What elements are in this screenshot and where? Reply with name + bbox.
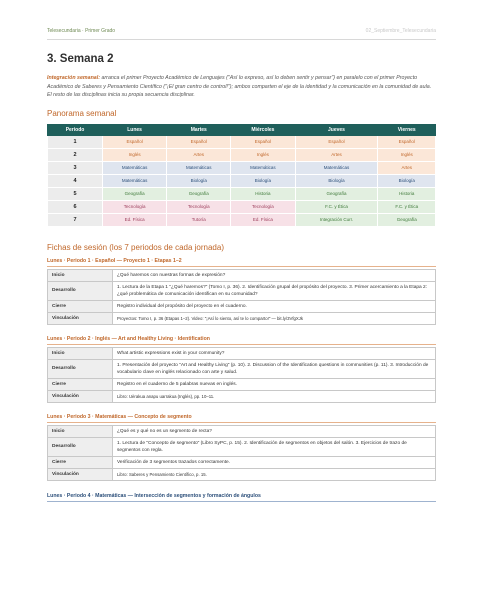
session-row-value: Registro individual del propósito del proyecto en el cuaderno.: [113, 300, 436, 312]
schedule-cell: Matemáticas: [295, 161, 378, 174]
session-row-label: Cierre: [48, 300, 113, 312]
schedule-column-header: Jueves: [295, 124, 378, 135]
period-number: 4: [48, 174, 103, 187]
session-row: [48, 269, 436, 281]
schedule-cell: Inglés: [378, 148, 436, 161]
weekly-schedule-table: [47, 124, 436, 227]
schedule-cell: Tecnología: [167, 200, 231, 213]
session-row-value: Verificación de 3 segmentos trazados correctamente.: [113, 456, 436, 468]
session-table: [47, 347, 436, 403]
schedule-column-header: Lunes: [103, 124, 167, 135]
session-row: [48, 359, 436, 378]
session-row-label: Vinculación: [48, 390, 113, 402]
schedule-cell: Español: [231, 135, 295, 148]
schedule-cell: Ed. Física: [103, 213, 167, 226]
session-row-value: Libro: Saberes y Pensamiento Científico, p. 15.: [113, 468, 436, 480]
schedule-cell: F.C. y Ética: [378, 200, 436, 213]
schedule-cell: Geografía: [167, 187, 231, 200]
period-number: 7: [48, 213, 103, 226]
schedule-cell: Matemáticas: [231, 161, 295, 174]
schedule-row: [48, 213, 436, 226]
schedule-cell: Artes: [378, 161, 436, 174]
session-row-label: Vinculación: [48, 468, 113, 480]
session-row: [48, 456, 436, 468]
schedule-column-header: Viernes: [378, 124, 436, 135]
schedule-cell: Tecnología: [103, 200, 167, 213]
session-row-label: Inicio: [48, 269, 113, 281]
schedule-cell: Historia: [231, 187, 295, 200]
schedule-column-header: Martes: [167, 124, 231, 135]
session-row: [48, 312, 436, 324]
session-row-value: ¿Qué haremos con nuestras formas de expresión?: [113, 269, 436, 281]
schedule-cell: Español: [167, 135, 231, 148]
session-row: [48, 468, 436, 480]
session-row-value: 1. Presentación del proyecto "Art and Healthy Living" (p. 10). 2. Discussion of the Identification questions in communities (p. 11). 3. Introducción de vocabulario clave en inglés relacionado con arte y salud.: [113, 359, 436, 378]
schedule-cell: Ed. Física: [231, 213, 295, 226]
session-row-label: Cierre: [48, 378, 113, 390]
schedule-cell: Artes: [167, 148, 231, 161]
running-header-right: 02_Septiembre_Telesecundaria: [365, 28, 436, 34]
period-number: 2: [48, 148, 103, 161]
session-row-label: Cierre: [48, 456, 113, 468]
schedule-cell: Matemáticas: [103, 161, 167, 174]
session-row-label: Inicio: [48, 425, 113, 437]
schedule-header-row: [48, 124, 436, 135]
period-number: 1: [48, 135, 103, 148]
schedule-cell: Geografía: [378, 213, 436, 226]
schedule-column-header: Miércoles: [231, 124, 295, 135]
session-row-value: Registro en el cuaderno de 5 palabras nuevas en inglés.: [113, 378, 436, 390]
intro-lead: Integración semanal:: [47, 75, 100, 81]
session-row: [48, 300, 436, 312]
period-number: 6: [48, 200, 103, 213]
session-row-label: Vinculación: [48, 312, 113, 324]
schedule-cell: Tecnología: [231, 200, 295, 213]
schedule-cell: Matemáticas: [167, 161, 231, 174]
schedule-cell: Integración Curr.: [295, 213, 378, 226]
panorama-heading: Panorama semanal: [47, 108, 117, 118]
fichas-heading: Fichas de sesión (los 7 periodos de cada jornada): [47, 242, 224, 252]
schedule-cell: Tutoría: [167, 213, 231, 226]
intro-paragraph: [47, 74, 436, 100]
session-title: Lunes · Periodo 1 · Español — Proyecto 1 · Etapas 1–2: [47, 256, 436, 267]
schedule-cell: F.C. y Ética: [295, 200, 378, 213]
schedule-cell: Biología: [378, 174, 436, 187]
session-row-label: Desarrollo: [48, 359, 113, 378]
session-table: [47, 425, 436, 481]
session-row-value: Proyectos: Tomo I, p. 36 (Etapas 1–2). Video: "¡Así lo siento, así te lo comparto!" — bit.ly/3VfgXJk: [113, 312, 436, 324]
session-row-value: Libro: Uèrakua anapu uarrakua (Inglés), pp. 10–11.: [113, 390, 436, 402]
schedule-row: [48, 161, 436, 174]
session-title: Lunes · Periodo 4 · Matemáticas — Intersección de segmentos y formación de ángulos: [47, 491, 436, 502]
schedule-cell: Historia: [378, 187, 436, 200]
session-row: [48, 378, 436, 390]
schedule-cell: Artes: [295, 148, 378, 161]
schedule-row: [48, 135, 436, 148]
session-row: [48, 425, 436, 437]
page-title: 3. Semana 2: [47, 53, 114, 65]
schedule-body: [48, 135, 436, 226]
schedule-row: [48, 187, 436, 200]
schedule-cell: Biología: [167, 174, 231, 187]
schedule-cell: Español: [378, 135, 436, 148]
schedule-cell: Inglés: [231, 148, 295, 161]
session-row: [48, 437, 436, 456]
session-row-value: ¿Qué es y qué no es un segmento de recta?: [113, 425, 436, 437]
schedule-cell: Geografía: [103, 187, 167, 200]
session-title: Lunes · Periodo 2 · Inglés — Art and Healthy Living · Identification: [47, 334, 436, 345]
schedule-column-header: Periodo: [48, 124, 103, 135]
running-header-left: Telesecundaria · Primer Grado: [47, 28, 116, 34]
session-title: Lunes · Periodo 3 · Matemáticas — Concepto de segmento: [47, 412, 436, 423]
period-number: 5: [48, 187, 103, 200]
period-number: 3: [48, 161, 103, 174]
schedule-row: [48, 200, 436, 213]
session-row-value: What artistic expressions exist in your community?: [113, 347, 436, 359]
schedule-cell: Biología: [231, 174, 295, 187]
header-divider: [47, 39, 436, 40]
session-row-value: 1. Lectura de la Etapa 1 "¿Qué haremos?" (Tomo I, p. 36). 2. Identificación grupal del propósito del proyecto. 3. Primer acercamiento a la Etapa 2: ¿qué problemática de comunicación identifican en su comunidad?: [113, 281, 436, 300]
schedule-row: [48, 148, 436, 161]
schedule-row: [48, 174, 436, 187]
schedule-cell: Biología: [295, 174, 378, 187]
session-row: [48, 390, 436, 402]
session-row: [48, 281, 436, 300]
session-table: [47, 269, 436, 325]
schedule-cell: Geografía: [295, 187, 378, 200]
intro-text: arranca el primer Proyecto Académico de Lenguajes ("Así lo expreso, así lo deben sentir y pensar") en paralelo con el primer Proyecto Académico de Saberes y Pensamiento Científico ("¡El gran centro de control!"); ambos comparten el eje de la identidad y la comunicación en la comunidad de aula. El resto de las disciplinas inicia su propia secuencia disciplinar.: [47, 75, 432, 99]
schedule-cell: Español: [103, 135, 167, 148]
running-header: [47, 0, 436, 34]
session-row: [48, 347, 436, 359]
session-row-label: Inicio: [48, 347, 113, 359]
session-row-label: Desarrollo: [48, 437, 113, 456]
schedule-cell: Matemáticas: [103, 174, 167, 187]
schedule-cell: Español: [295, 135, 378, 148]
session-row-value: 1. Lectura de "Concepto de segmento" (Libro SyPC, p. 15). 2. Identificación de segmentos en objetos del salón. 3. Ejercicios de trazo de segmentos con regla.: [113, 437, 436, 456]
schedule-cell: Inglés: [103, 148, 167, 161]
session-row-label: Desarrollo: [48, 281, 113, 300]
session-cards: [47, 256, 436, 502]
